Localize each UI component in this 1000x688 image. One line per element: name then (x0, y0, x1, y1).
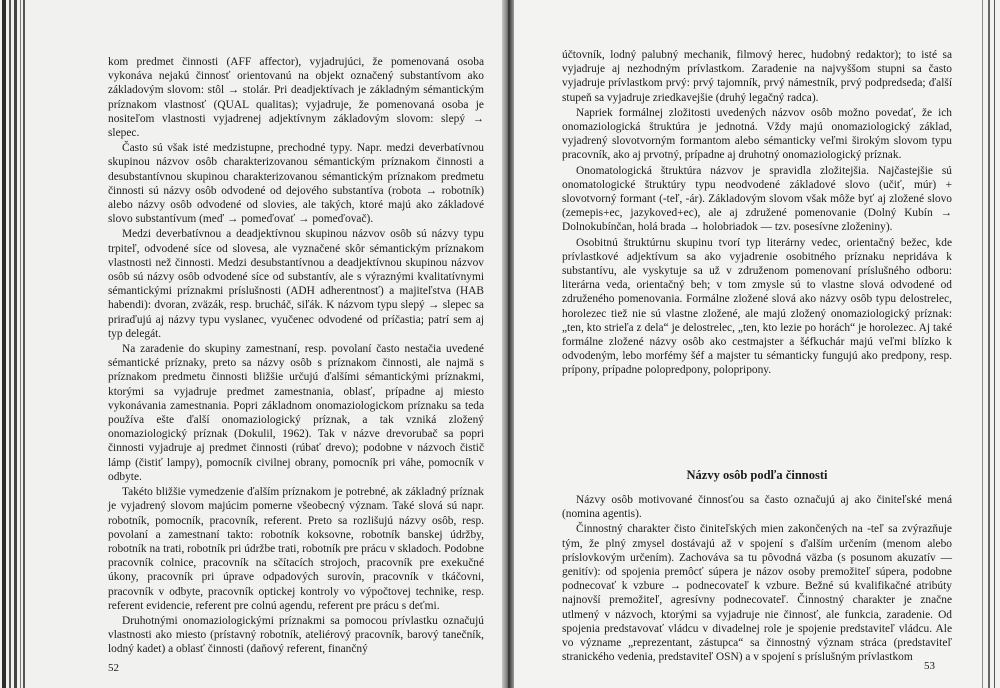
page-edge-shadow (988, 0, 990, 688)
paragraph: Osobitnú štruktúrnu skupinu tvorí typ literárny vedec, orientačný bežec, kde prívlastkové adjektívum sa ako vyjadrenie osobitného príznaku nepridáva k substantívu, ale vyskytuje sa už v združenom pomenovaní príslušného odboru: literárna veda, orientačný beh; v tom zmysle sú to vlastne slová odvodené od združeného pomenovania. Formálne zložené slová ako názvy osôb typu delostrelec, horolezec tiež nie sú vlastne zložené, ale majú zložený onomaziologický príznak: „ten, kto strieľa z dela“ je delostrelec, „ten, kto lezie po horách“ je horolezec. Aj také formálne zložené názvy osôb ako cestmajster a šéfkuchár majú veľmi blízko k odvodeným, lebo morfémy šéf a majster tu sémanticky fungujú ako predpony, resp. prípony, prípadne polopredpony, polopripony. (562, 236, 952, 377)
page-edge-shadow (9, 0, 11, 688)
paragraph: Na zaradenie do skupiny zamestnaní, resp. povolaní často nestačia uvedené sémantické príznaky, preto sa názvy osôb s príznakom činnosti, ale najmä s príznakom predmetu činnosti bližšie určujú ďalšími sémantickými príznakmi, ktorými sa vyjadruje predmet zamestnania, oblasť, prípadne aj miesto vykonávania zamestnania. Popri základnom onomaziologickom príznaku sa teda používa ešte ďalší onomaziologický príznak, a tak vzniká zložený onomaziologický príznak (Dokulil, 1962). Tak v názve drevorubač sa popri činnosti vyjadruje aj predmet činnosti (rúbať drevo); podobne v názvoch čistič lámp (čistiť lampy), pomocník civilnej obrany, pomocník pri váhe, pomocník v odbyte. (108, 343, 484, 483)
section-heading: Názvy osôb podľa činnosti (686, 468, 828, 482)
paragraph: Napriek formálnej zložitosti uvedených názvov osôb možno povedať, že ich onomaziologická štruktúra je jednotná. Vždy majú onomaziologický základ, vyjadrený slovotvorným formantom alebo sémanticky veľmi širokým slovom typu pracovník, ako aj prvotný, prípadne aj druhotný onomaziologický príznak. (562, 106, 952, 162)
paragraph: Názvy osôb motivované činnosťou sa často označujú aj ako činiteľské mená (nomina agentis). (562, 494, 952, 521)
paragraph: kom predmet činnosti (AFF affector), vyjadrujúci, že pomenovaná osoba vykonáva nejakú činnosť orientovanú na objekt označený substantívom ako základovým slovom: stôl → stolár. Pri deadjektívach je základným sémantickým príznakom vlastnosť (QUAL qualitas); vyjadruje, že pomenovaná osoba je nositeľom vlastnosti vyjadrenej adjektívnym základovým slovom: slepý → slepec. (108, 56, 484, 140)
page-edge-shadow (20, 0, 21, 688)
paragraph: Onomatologická štruktúra názvov je spravidla zložitejšia. Najčastejšie sú onomatologické štruktúry typu neodvodené základové slovo (učiť, múr) + slovotvorný formant (-teľ, -ár). Základovým slovom však môže byť aj zložené slovo (zemepis+ec, jazykoved+ec), ale aj združené pomenovanie (Dolný Kubín → Dolnokubínčan, holá brada → holobriadok — tzv. posesívne zloženiny). (562, 164, 952, 234)
book-spine-gutter (502, 0, 514, 688)
page-edge-shadow (2, 0, 6, 688)
paragraph: účtovník, lodný palubný mechanik, filmový herec, hudobný redaktor); to isté sa vyjadruje aj nezhodným prívlastkom. Zaradenie na najvyššom stupni sa často vyjadruje prívlastkom prvý: prvý tajomník, prvý námestník, prvý podpredseda; ďalší stupeň sa vyjadruje zriedkavejšie (druhý legačný radca). (562, 49, 952, 104)
page-edge-shadow (14, 0, 17, 688)
right-page (514, 0, 1000, 688)
paragraph: Druhotnými onomaziologickými príznakmi sa pomocou prívlastku označujú vlastnosti ako miesto (prístavný robotník, ateliérový pracovník, barový tanečník, lodný kadet) a oblasť činnosti (daňový referent, finančný (108, 614, 484, 656)
right-text-column-bottom (562, 493, 952, 664)
paragraph: Medzi deverbatívnou a deadjektívnou skupinou názvov osôb sú názvy typu trpiteľ, odvodené síce od slovesa, ale vyznačené skôr sémantickým príznakom vlastnosti než činnosti. Medzi desubstantívnou a deadjektívnou skupinou názvov osôb sú názvy osôb odvodené síce od substantív, ale s výraznými kvalitatívnymi sémantickými príznakmi príslušnosti (ADH adherentnosť) a majiteľstva (HAB habendi): dvoran, zväzák, resp. brucháč, siľák. K názvom typu slepý → slepec sa priraďujú aj názvy typu vyslanec, vyučenec odvodené od príčastia; patrí sem aj typ delegát. (108, 228, 484, 340)
paragraph: Činnostný charakter čisto činiteľských mien zakončených na -teľ sa zvýrazňuje tým, že plný zmysel dostávajú až v spojení s ďalším určením (menom alebo príslovkovým určením). Zachováva sa tu pôvodná väzba (s posunom akuzatív — genitív): od spojenia premôcť súpera je názov osoby premožiteľ súpera, podobne podnecovať k vzbure → podnecovateľ k vzbure. Bežné sú kvalifikačné atribúty najnovší premožiteľ, agresívny podnecovateľ. Činnostný charakter je značne utlmený v názvoch, ktorými sa vyjadruje nie činnosť, ale funkcia, zaradenie. Od spojenia predstavovať vládcu v divadelnej role je spojenie predstaviteľ vládcu. Ale vo význame „reprezentant, zástupca“ sa činnostný význam stráca (predstaviteľ stranického vedenia, predstaviteľ OSN) a v spojení s príslušným prívlastkom (562, 523, 952, 664)
page-edge-shadow (982, 0, 983, 688)
page-number: 53 (924, 660, 935, 672)
page-number: 52 (108, 662, 119, 674)
page-edge-shadow (23, 0, 25, 688)
paragraph: Takéto bližšie vymedzenie ďalším príznakom je potrebné, ak základný príznak je vyjadrený slovom majúcim pomerne všeobecný význam. Také slová sú napr. robotník, pomocník, pracovník, referent. Preto sa rozlišujú názvy osôb, resp. povolaní a zamestnaní takto: robotník koksovne, robotník banskej údržby, robotník na trati, robotník pri údržbe trati, robotník pre prácu v skladoch. Podobne pracovník colnice, pracovník na sčítacích strojoch, pracovník pre exekučné úkony, pracovník pri úprave odpadových surovín, pracovník v tkáčovni, pracovník v odbyte, pracovník optickej kontroly vo výpočtovej technike, resp. referent evidencie, referent pre colnú agendu, referent pre prácu s deťmi. (108, 486, 484, 612)
page-edge-shadow (994, 0, 995, 688)
left-text-column (108, 55, 484, 657)
right-text-column-top (562, 48, 952, 378)
paragraph: Často sú však isté medzistupne, prechodné typy. Napr. medzi deverbatívnou skupinou názvov osôb charakterizovanou sémantickým príznakom činnosti a desubstantívnou skupinou charakterizovanou sémantickým príznakom predmetu činnosti sú názvy osôb odvodené od dejového substantíva (robota → robotník) alebo názvy osôb odvodené od slovies, ale takých, ktoré majú ako základové slovo substantívum (meď → pomeďovať → pomeďovač). (108, 142, 484, 226)
